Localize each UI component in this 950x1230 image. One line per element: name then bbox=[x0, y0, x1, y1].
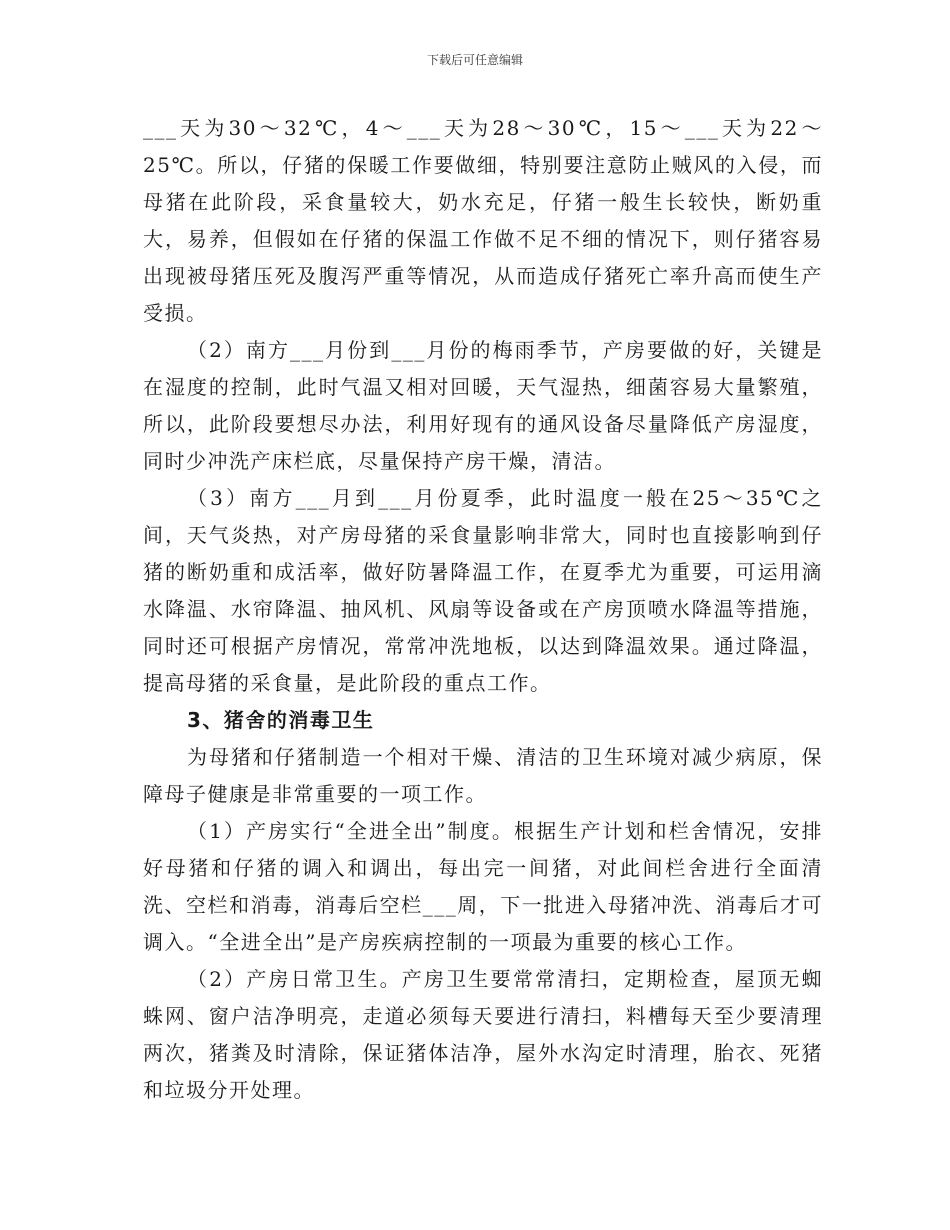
page-header: 下载后可任意编辑 bbox=[426, 53, 523, 67]
paragraph-daily-hygiene: （2）产房日常卫生。产房卫生要常常清扫，定期检查，屋顶无蜘蛛网、窗户洁净明亮，走道必须每天要进行清扫，料槽每天至少要清理两次，猪粪及时清除，保证猪体洁净，屋外水沟定时清理，胎衣、死猪和垃圾分开处理。 bbox=[143, 967, 823, 1102]
paragraph-plum-rain: （2）南方___月份到___月份的梅雨季节，产房要做的好，关键是在湿度的控制，此时气温又相对回暖，天气湿热，细菌容易大量繁殖，所以，此阶段要想尽办法，利用好现有的通风设备尽量降低产房湿度，同时少冲洗产床栏底，尽量保持产房干燥，清洁。 bbox=[143, 338, 823, 473]
paragraph-intro: 为母猪和仔猪制造一个相对干燥、清洁的卫生环境对减少病原，保障母子健康是非常重要的一项工作。 bbox=[143, 745, 823, 806]
paragraph-summer: （3）南方___月到___月份夏季，此时温度一般在25～35℃之间，天气炎热，对产房母猪的采食量影响非常大，同时也直接影响到仔猪的断奶重和成活率，做好防暑降温工作，在夏季尤为重要，可运用滴水降温、水帘降温、抽风机、风扇等设备或在产房顶喷水降温等措施，同时还可根据产房情况，常常冲洗地板，以达到降温效果。通过降温，提高母猪的采食量，是此阶段的重点工作。 bbox=[143, 486, 823, 695]
document-body bbox=[143, 110, 823, 1109]
paragraph-continued: ___天为30～32℃，4～___天为28～30℃，15～___天为22～25℃。所以，仔猪的保暖工作要做细，特别要注意防止贼风的入侵，而母猪在此阶段，采食量较大，奶水充足，仔猪一般生长较快，断奶重大，易养，但假如在仔猪的保温工作做不足不细的情况下，则仔猪容易出现被母猪压死及腹泻严重等情况，从而造成仔猪死亡率升高而使生产受损。 bbox=[143, 116, 823, 325]
paragraph-all-in-all-out: （1）产房实行“全进全出”制度。根据生产计划和栏舍情况，安排好母猪和仔猪的调入和调出，每出完一间猪，对此间栏舍进行全面清洗、空栏和消毒，消毒后空栏___周，下一批进入母猪冲洗、消毒后才可调入。“全进全出”是产房疾病控制的一项最为重要的核心工作。 bbox=[143, 819, 823, 954]
section-heading: 3、猪舍的消毒卫生 bbox=[187, 708, 375, 732]
